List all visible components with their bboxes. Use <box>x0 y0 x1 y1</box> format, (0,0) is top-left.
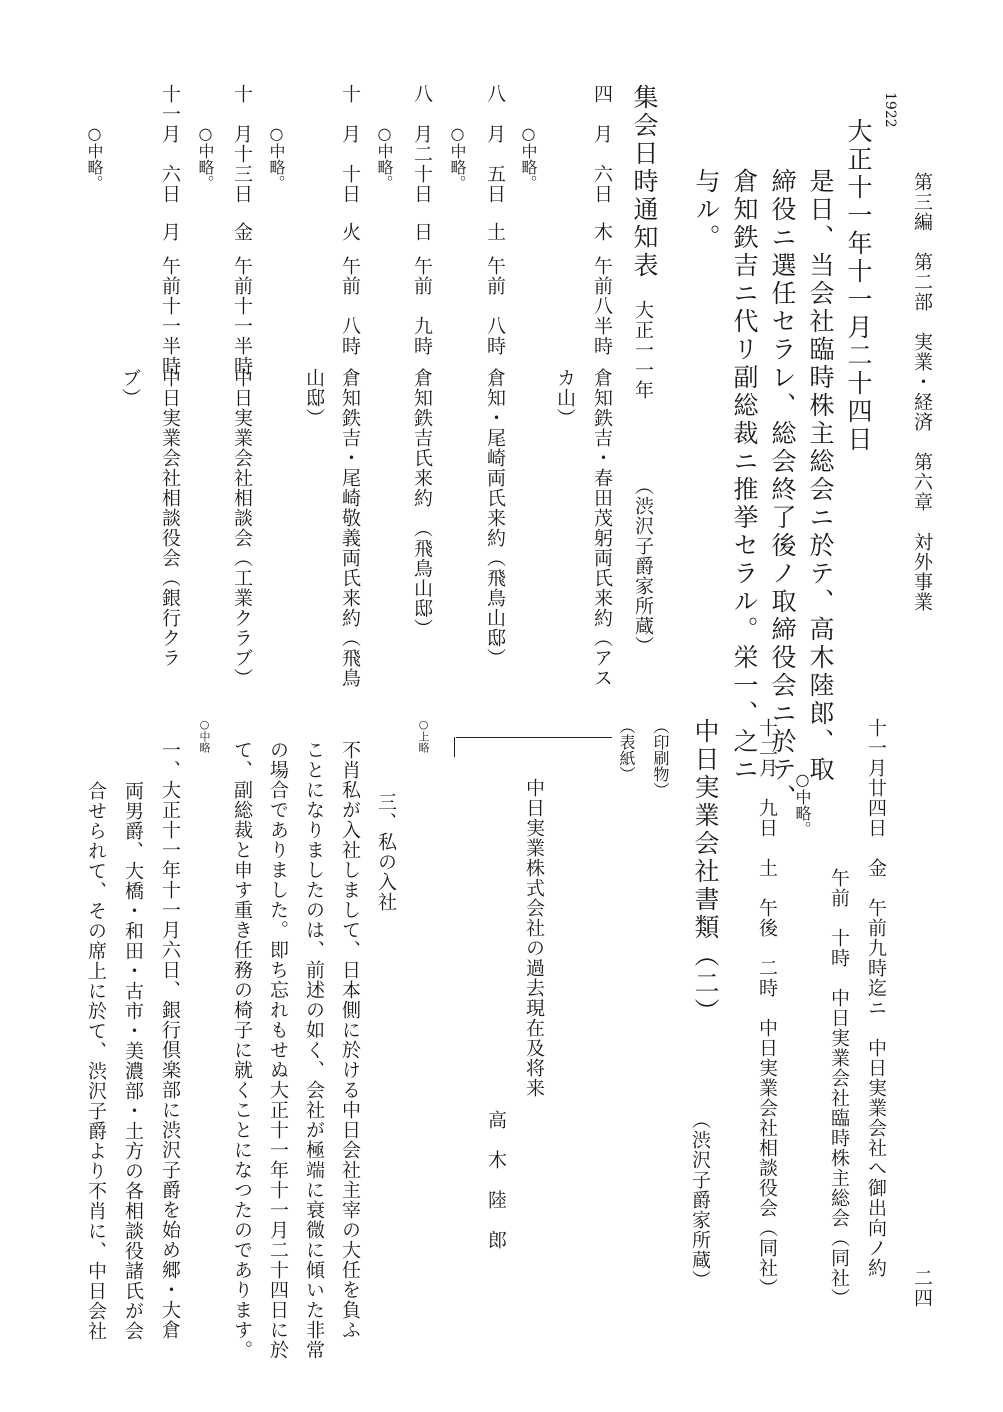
para2-line-2: 両男爵、大橋・和田・古市・美濃部・土方の各相談役諸氏が会 <box>122 781 144 1341</box>
body-line-3: 倉知鉄吉ニ代リ副総裁ニ推挙セラル。栄一、之ニ <box>730 168 759 784</box>
table-source: （渋沢子爵家所蔵） <box>632 476 654 656</box>
cover-label: （表紙） <box>617 718 636 782</box>
omit-note: ○中略。 <box>375 124 394 191</box>
body-line-2: 締役ニ選任セラレ、総会終了後ノ取締役会ニ於テ、 <box>768 168 797 812</box>
table-row-date: 八 月二十日 <box>411 84 433 204</box>
omit-note: ○中略。 <box>793 770 812 837</box>
table-row-date: 四 月 六日 <box>591 84 613 204</box>
table-row-content: 中日実業会社相談役会（銀行クラ <box>159 368 181 668</box>
document-title: 中日実業会社書類（二） <box>691 718 720 1026</box>
omit-note: ○中略。 <box>196 124 215 191</box>
table-row-dow: 土 <box>484 222 506 242</box>
omit-note: ○中略。 <box>267 124 286 191</box>
table-row-date: 八 月 五日 <box>484 84 506 204</box>
table-row-dow: 月 <box>159 222 181 242</box>
omit-upper-note: ○上略 <box>417 718 430 753</box>
table-row-content: 倉知・尾崎両氏来約（飛鳥山邸） <box>484 368 506 668</box>
section-title: 三、私の入社 <box>375 792 397 912</box>
omit-note: ○中略。 <box>519 124 538 191</box>
table-row-content: 倉知鉄吉氏来約 （飛鳥山邸） <box>411 368 433 639</box>
table-row-content: 中日実業会社相談会（工業クラブ） <box>231 368 253 688</box>
omit-note: ○中略。 <box>85 124 104 191</box>
table-row-time: 午前十一半時 <box>159 256 181 376</box>
cover-author: 高 木 陸 郎 <box>485 1110 507 1250</box>
table-row-date: 十 月 十日 <box>339 84 361 204</box>
table-title: 集会日時通知表 <box>630 84 659 280</box>
body-line-1: 是日、当会社臨時株主総会ニ於テ、高木陸郎、取 <box>806 168 835 784</box>
schedule-row-2: 十二月 九日 土 午後 二時 中日実業会社相談役会（同社） <box>756 718 778 1298</box>
para1-line-2: ことになりましたのは、前述の如く、会社が極端に衰微に傾いた非常 <box>303 740 325 1360</box>
schedule-row-1: 十一月廿四日 金 午前九時迄ニ 中日実業会社へ御出向ノ約 <box>865 718 887 1278</box>
table-row-dow: 木 <box>591 222 613 242</box>
para2-line-3: 合せられて、その席上に於て、渋沢子爵より不肖に、中日会社 <box>85 781 107 1341</box>
table-row-content: 倉知鉄吉・尾崎敬義両氏来約（飛鳥 <box>339 368 361 688</box>
table-row-dow: 日 <box>411 222 433 242</box>
cover-title: 中日実業株式会社の過去現在及将来 <box>523 778 545 1098</box>
cover-frame-left <box>454 737 455 757</box>
printed-label: （印刷物） <box>651 718 670 798</box>
table-row-time: 午前 九時 <box>411 256 433 356</box>
table-row-content-cont: カ山） <box>554 368 576 428</box>
omit-note: ○中略。 <box>448 124 467 191</box>
schedule-source: （渋沢子爵家所蔵） <box>689 1110 711 1290</box>
para1-line-4: て、副総裁と申す重き任務の椅子に就くことになつたのであります。 <box>231 740 253 1360</box>
table-row-content-cont: 山邸） <box>303 368 325 428</box>
table-row-time: 午前十一半時 <box>231 256 253 376</box>
para1-line-3: の場合でありました。即ち忘れもせぬ大正十一年十一月二十四日に於 <box>267 740 289 1360</box>
year-note: 1922 <box>882 92 898 128</box>
para1-line-1: 不肖私が入社しまして、日本側に於ける中日会社主宰の大任を負ふ <box>339 740 361 1340</box>
table-row-date: 十 月十三日 <box>231 84 253 204</box>
table-row-time: 午前 八時 <box>484 256 506 356</box>
schedule-row-1-sub: 午前 十時 中日実業会社臨時株主総会（同社） <box>828 868 850 1308</box>
table-row-time: 午前 八時 <box>339 256 361 356</box>
table-row-date: 十一月 六日 <box>159 84 181 204</box>
table-row-content: 倉知鉄吉・春田茂躬両氏来約（アス <box>591 368 613 688</box>
cover-frame-top <box>456 737 612 738</box>
table-row-time: 午前八半時 <box>591 256 613 356</box>
chapter-path: 第三編 第二部 実業・経済 第六章 対外事業 <box>911 172 933 612</box>
table-row-content-cont: ブ） <box>119 368 141 408</box>
table-row-dow: 火 <box>339 222 361 242</box>
omit-mid-note: ○中略 <box>198 718 211 753</box>
para2-line-1: 一、大正十一年十一月六日、銀行倶楽部に渋沢子爵を始め郷・大倉 <box>159 740 181 1340</box>
table-row-dow: 金 <box>231 222 253 242</box>
table-year: 大正一一年 <box>632 300 654 400</box>
date-heading: 大正十一年十一月二十四日 <box>844 118 873 454</box>
body-line-4: 与ル。 <box>692 168 721 252</box>
page-number: 二四 <box>911 1268 933 1308</box>
